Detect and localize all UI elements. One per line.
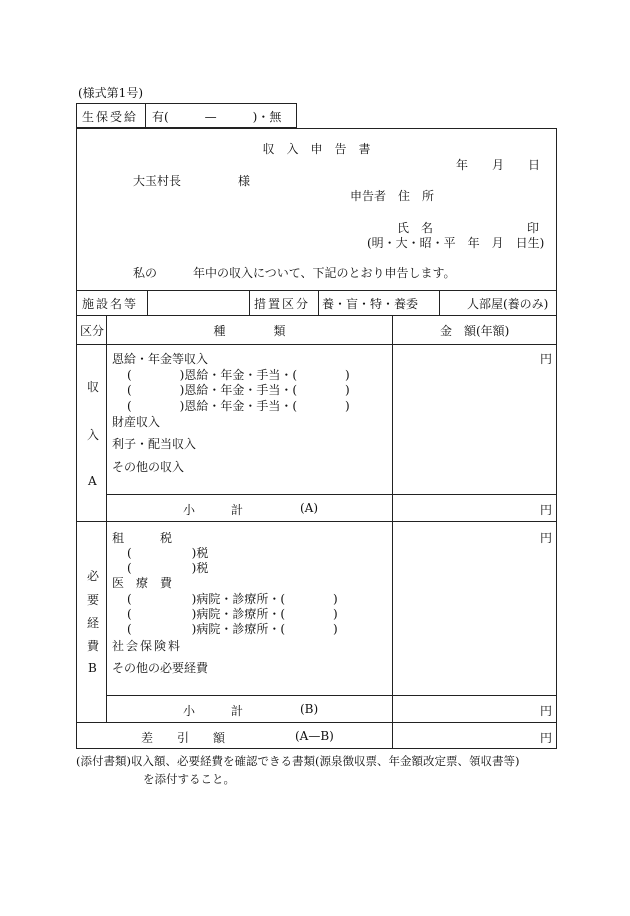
difference-label: 差 引 額 bbox=[141, 731, 226, 745]
date-field[interactable]: 年 月 日 bbox=[456, 158, 541, 172]
form-title: 収 入 申 告 書 bbox=[262, 142, 371, 156]
income-item: 財産収入 bbox=[112, 415, 161, 429]
expense-item[interactable]: ( )病院・診療所・( ) bbox=[127, 622, 338, 636]
declaration: 私の 年中の収入について、下記のとおり申告します。 bbox=[133, 266, 456, 280]
income-item[interactable]: ( )恩給・年金・手当・( ) bbox=[127, 399, 350, 413]
col-type: 種 類 bbox=[213, 324, 286, 338]
expense-item[interactable]: ( )病院・診療所・( ) bbox=[127, 592, 338, 606]
income-unit: 円 bbox=[540, 352, 553, 366]
expense-item[interactable]: ( )病院・診療所・( ) bbox=[127, 607, 338, 621]
measure-label: 措置区分 bbox=[254, 297, 311, 311]
expense-item: その他の必要経費 bbox=[112, 661, 209, 675]
status-label: 生保受給 bbox=[82, 110, 139, 124]
income-subtotal-unit: 円 bbox=[540, 503, 553, 517]
address-label: 申告者 住 所 bbox=[350, 189, 435, 203]
note-line-2: を添付すること。 bbox=[143, 772, 235, 786]
honorific: 様 bbox=[238, 174, 251, 188]
birth-field[interactable]: (明・大・昭・平 年 月 日生) bbox=[367, 236, 545, 250]
seal-mark: 印 bbox=[527, 221, 540, 235]
income-item[interactable]: ( )恩給・年金・手当・( ) bbox=[127, 368, 350, 382]
facility-input[interactable] bbox=[148, 295, 248, 309]
income-subtotal-code: (A) bbox=[300, 501, 319, 515]
expense-item: 租 税 bbox=[112, 531, 173, 545]
facility-label: 施設名等 bbox=[82, 297, 139, 311]
income-label-2: 入 bbox=[87, 428, 100, 442]
expense-label-4: 費 bbox=[87, 639, 100, 653]
income-amount-input[interactable] bbox=[394, 346, 554, 492]
note-line-1: (添付書類)収入額、必要経費を確認できる書類(源泉徴収票、年金額改定票、領収書等) bbox=[76, 754, 520, 768]
expense-item[interactable]: ( )税 bbox=[127, 561, 209, 575]
expense-unit: 円 bbox=[540, 531, 553, 545]
income-label-3: A bbox=[88, 474, 97, 488]
difference-code: (A—B) bbox=[295, 729, 334, 743]
expense-subtotal-label: 小 計 bbox=[183, 704, 244, 718]
status-value[interactable]: 有( — )・無 bbox=[152, 110, 282, 124]
expense-label-2: 要 bbox=[87, 593, 100, 607]
expense-item: 社会保険料 bbox=[112, 639, 183, 653]
income-item: その他の収入 bbox=[112, 460, 185, 474]
expense-label-5: B bbox=[88, 661, 97, 675]
room-type[interactable]: 人部屋(養のみ) bbox=[467, 297, 549, 311]
expense-label-1: 必 bbox=[87, 569, 100, 583]
income-item: 利子・配当収入 bbox=[112, 437, 197, 451]
income-item[interactable]: ( )恩給・年金・手当・( ) bbox=[127, 383, 350, 397]
expense-subtotal-unit: 円 bbox=[540, 704, 553, 718]
difference-unit: 円 bbox=[540, 731, 553, 745]
form-number: (様式第1号) bbox=[78, 86, 143, 100]
expense-item: 医 療 費 bbox=[112, 576, 173, 590]
name-label: 氏 名 bbox=[397, 221, 434, 235]
income-subtotal-label: 小 計 bbox=[183, 503, 244, 517]
measure-options[interactable]: 養・盲・特・養委 bbox=[322, 297, 419, 311]
expense-label-3: 経 bbox=[87, 616, 100, 630]
income-label-1: 収 bbox=[87, 380, 100, 394]
expense-amount-input[interactable] bbox=[394, 523, 554, 693]
recipient: 大玉村長 bbox=[133, 174, 182, 188]
col-category: 区分 bbox=[80, 324, 105, 338]
col-amount: 金 額(年額) bbox=[440, 324, 510, 338]
income-item: 恩給・年金等収入 bbox=[112, 352, 209, 366]
expense-subtotal-code: (B) bbox=[300, 702, 319, 716]
expense-item[interactable]: ( )税 bbox=[127, 546, 209, 560]
